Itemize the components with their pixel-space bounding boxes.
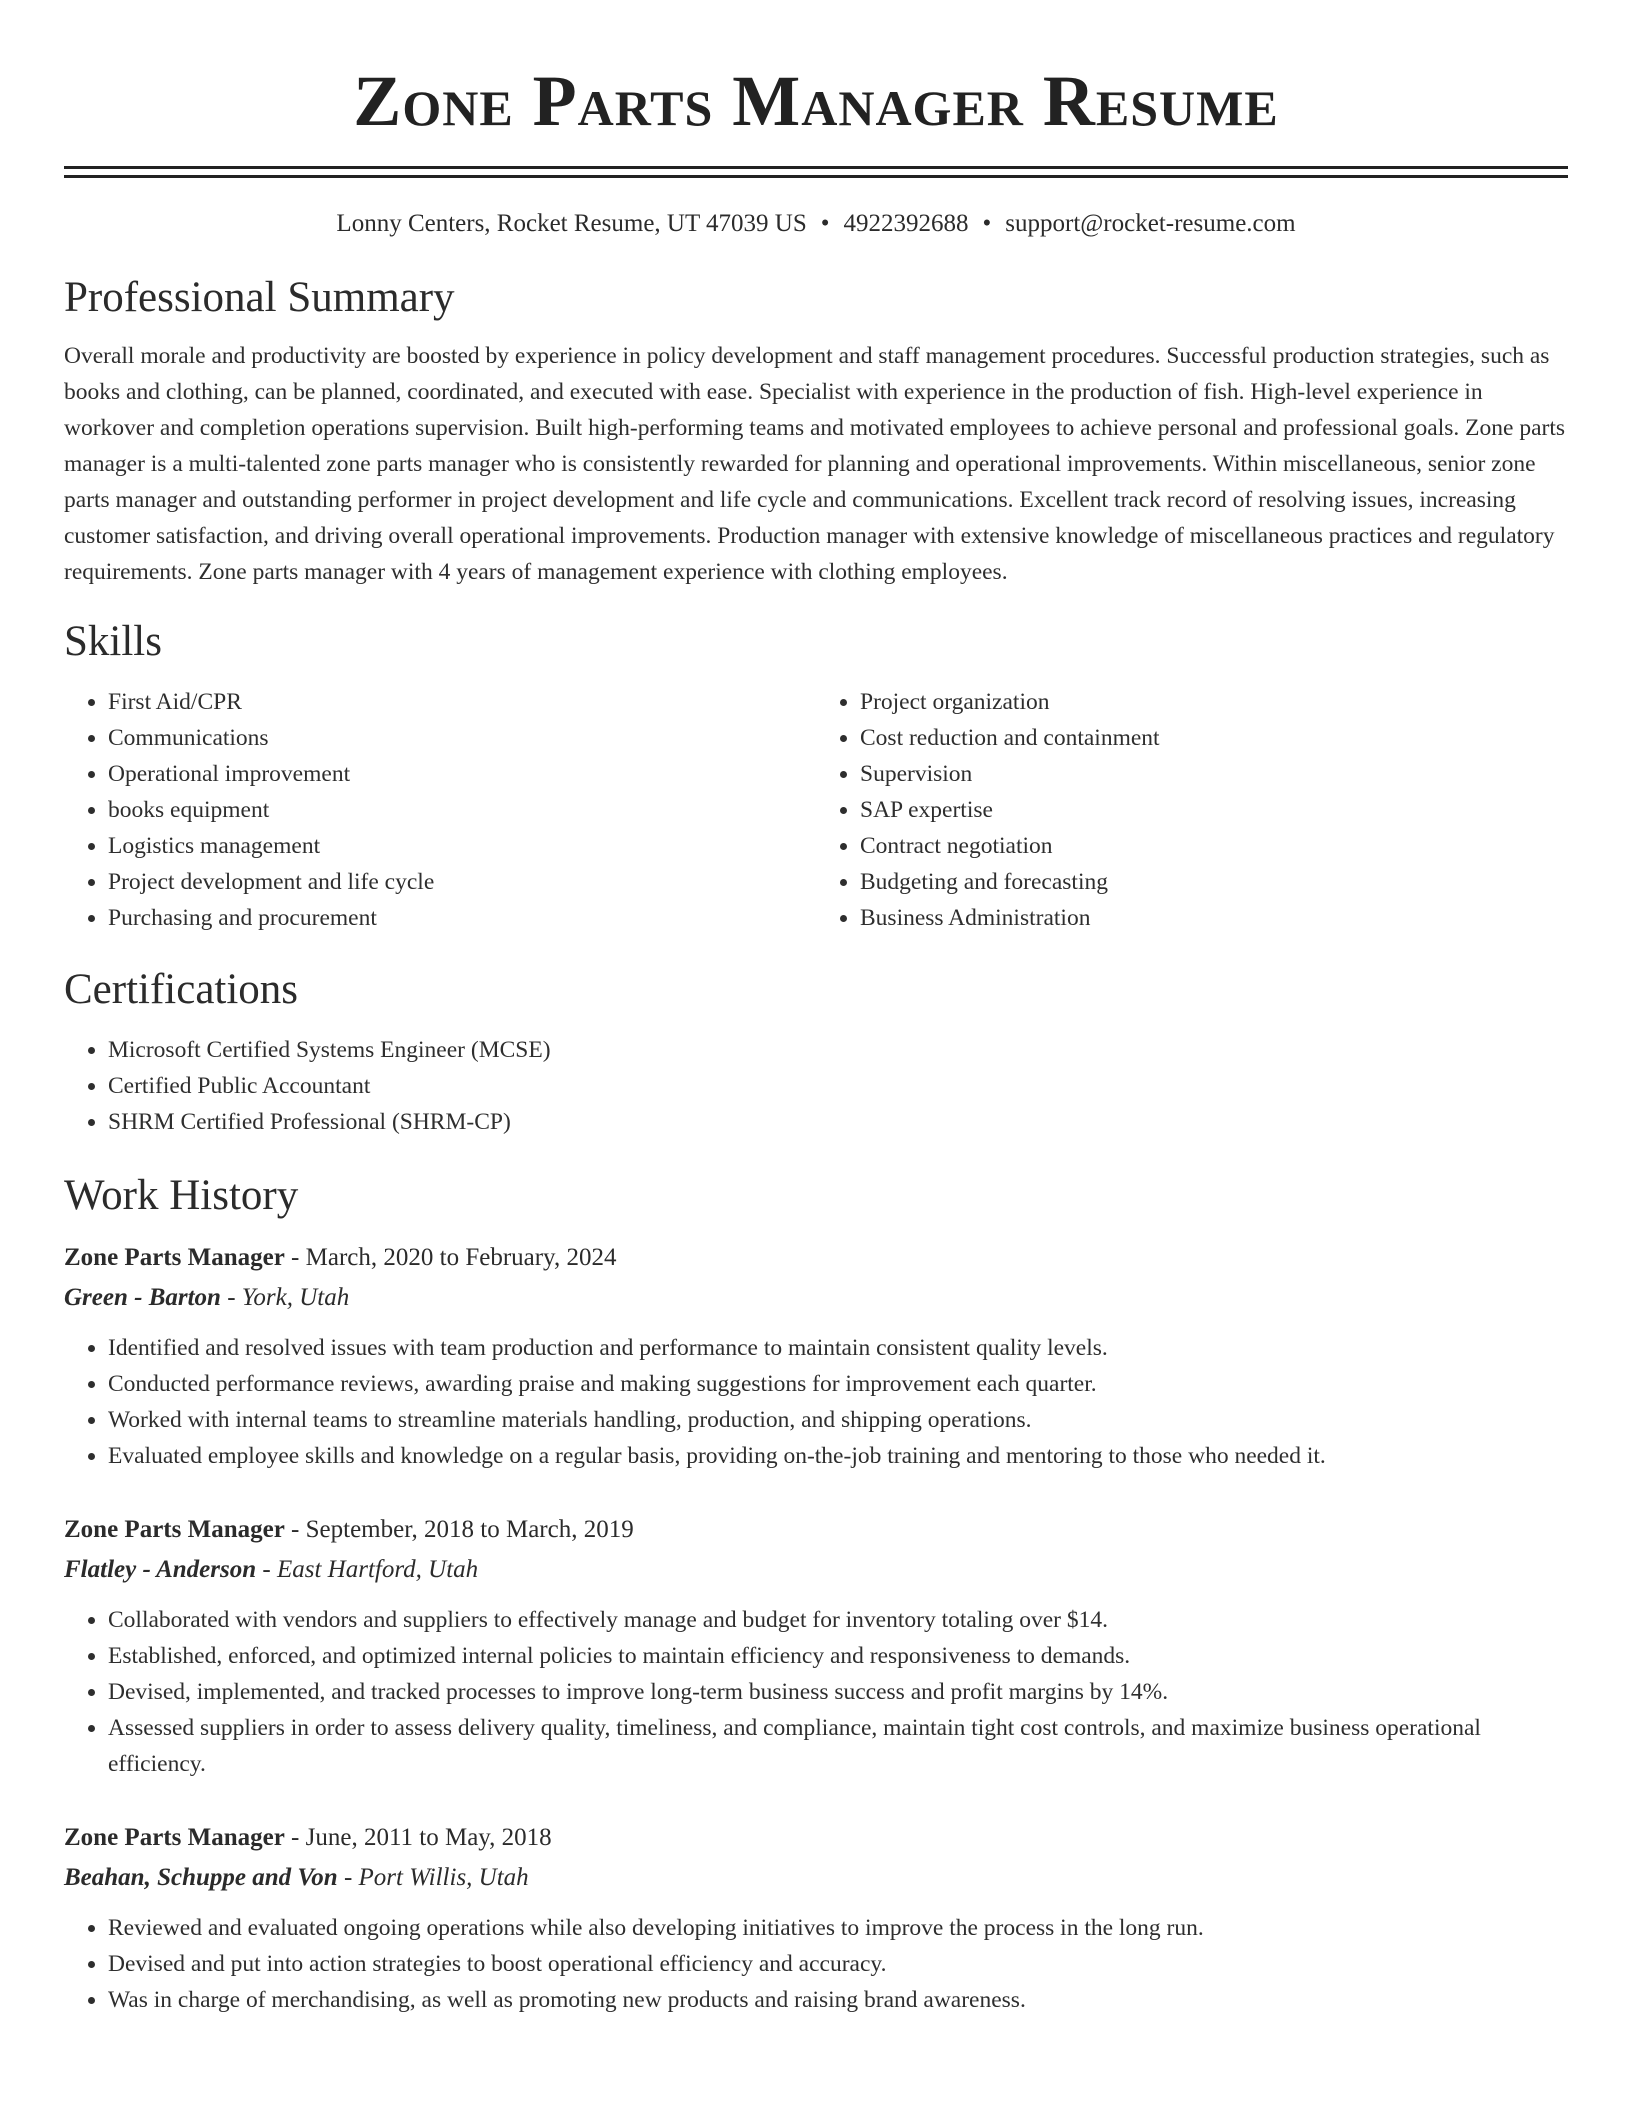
summary-text: Overall morale and productivity are boosted by experience in policy development and staff management procedures. Successful production strategies, such as books and clothing, can be planned, coordinated, and executed with ease. Specialist with experience in the production of fish. High-level experience in workover and completion operations supervision. Built high-performing teams and motivated employees to achieve personal and professional goals. Zone parts manager is a multi-talented zone parts manager who is consistently rewarded for planning and operational improvements. Within miscellaneous, senior zone parts manager and outstanding performer in project development and life cycle and communications. Excellent track record of resolving issues, increasing customer satisfaction, and driving overall operational improvements. Production manager with extensive knowledge of miscellaneous practices and regulatory requirements. Zone parts manager with 4 years of management experience with clothing employees. <box>64 343 1566 585</box>
skills-list-right <box>816 684 1568 936</box>
job-bullets <box>64 1602 1568 1782</box>
job-company: Beahan, Schuppe and Von <box>64 1864 338 1891</box>
job-location: - Port Willis, Utah <box>337 1864 529 1891</box>
skill-item: • Operational improvement <box>108 756 816 792</box>
resume-page <box>64 0 1568 2018</box>
skills-list-left <box>64 684 816 936</box>
job-role: Zone Parts Manager <box>64 1824 285 1851</box>
job-bullet: • Reviewed and evaluated ongoing operations while also developing initiatives to improve the process in the long run. <box>108 1910 1568 1946</box>
skills-section <box>64 616 1568 936</box>
job-company-line <box>64 1278 1568 1318</box>
skill-item: • Project organization <box>860 684 1568 720</box>
job-bullet: • Conducted performance reviews, awarding praise and making suggestions for improvement each quarter. <box>108 1366 1568 1402</box>
skill-item: • Communications <box>108 720 816 756</box>
certification-item: • Certified Public Accountant <box>108 1068 1568 1104</box>
skill-item: • First Aid/CPR <box>108 684 816 720</box>
certification-item: • Microsoft Certified Systems Engineer (MCSE) <box>108 1032 1568 1068</box>
work-history-section <box>64 1170 1568 2018</box>
job-bullets <box>64 1910 1568 2018</box>
skill-item: • Purchasing and procurement <box>108 900 816 936</box>
work-history-heading: Work History <box>64 1172 299 1219</box>
job-location: - East Hartford, Utah <box>256 1556 479 1583</box>
skill-item: • SAP expertise <box>860 792 1568 828</box>
job-bullet: • Identified and resolved issues with team production and performance to maintain consistent quality levels. <box>108 1330 1568 1366</box>
job-bullet: • Evaluated employee skills and knowledge on a regular basis, providing on-the-job training and mentoring to those who needed it. <box>108 1438 1568 1474</box>
certifications-section <box>64 964 1568 1140</box>
job-bullet: • Was in charge of merchandising, as well as promoting new products and raising brand awareness. <box>108 1982 1568 2018</box>
job-role: Zone Parts Manager <box>64 1516 285 1543</box>
certification-item: • SHRM Certified Professional (SHRM-CP) <box>108 1104 1568 1140</box>
job-bullets <box>64 1330 1568 1474</box>
job-bullet: • Assessed suppliers in order to assess delivery quality, timeliness, and compliance, maintain tight cost controls, and maximize business operational efficiency. <box>108 1710 1568 1782</box>
contact-email: support@rocket-resume.com <box>1005 210 1296 237</box>
contact-phone: 4922392688 <box>843 210 969 237</box>
certifications-list <box>64 1032 1568 1140</box>
title-divider-top <box>64 166 1568 169</box>
job-bullet: • Established, enforced, and optimized internal policies to maintain efficiency and responsiveness to demands. <box>108 1638 1568 1674</box>
job-dates: - June, 2011 to May, 2018 <box>284 1824 552 1851</box>
job-company: Green - Barton <box>64 1284 221 1311</box>
job-role: Zone Parts Manager <box>64 1244 285 1271</box>
job-dates: - March, 2020 to February, 2024 <box>284 1244 617 1271</box>
job-title-line <box>64 1510 1568 1550</box>
job-company-line <box>64 1858 1568 1898</box>
skill-item: • books equipment <box>108 792 816 828</box>
skill-item: • Cost reduction and containment <box>860 720 1568 756</box>
job-entry <box>64 1510 1568 1782</box>
job-company: Flatley - Anderson <box>64 1556 257 1583</box>
title-divider-bottom <box>64 175 1568 178</box>
job-entry <box>64 1238 1568 1474</box>
job-title-line <box>64 1238 1568 1278</box>
job-title-line <box>64 1818 1568 1858</box>
job-bullet: • Collaborated with vendors and suppliers to effectively manage and budget for inventory totaling over $14. <box>108 1602 1568 1638</box>
job-company-line <box>64 1550 1568 1590</box>
job-bullet: • Devised and put into action strategies to boost operational efficiency and accuracy. <box>108 1946 1568 1982</box>
skills-heading: Skills <box>64 618 162 665</box>
job-bullet: • Worked with internal teams to streamline materials handling, production, and shipping operations. <box>108 1402 1568 1438</box>
skill-item: • Business Administration <box>860 900 1568 936</box>
job-dates: - September, 2018 to March, 2019 <box>284 1516 634 1543</box>
skill-item: • Project development and life cycle <box>108 864 816 900</box>
job-bullet: • Devised, implemented, and tracked processes to improve long-term business success and profit margins by 14%. <box>108 1674 1568 1710</box>
contact-line <box>64 208 1568 240</box>
certifications-heading: Certifications <box>64 966 299 1013</box>
contact-address: Lonny Centers, Rocket Resume, UT 47039 US <box>336 210 807 237</box>
contact-separator: • <box>982 210 992 237</box>
summary-section <box>64 272 1568 590</box>
skill-item: • Budgeting and forecasting <box>860 864 1568 900</box>
skill-item: • Contract negotiation <box>860 828 1568 864</box>
contact-separator: • <box>820 210 830 237</box>
page-title: Zone Parts Manager Resume <box>353 61 1279 141</box>
skills-columns <box>64 684 1568 936</box>
summary-heading: Professional Summary <box>64 274 455 321</box>
job-entry <box>64 1818 1568 2018</box>
skill-item: • Supervision <box>860 756 1568 792</box>
job-location: - York, Utah <box>220 1284 350 1311</box>
skill-item: • Logistics management <box>108 828 816 864</box>
